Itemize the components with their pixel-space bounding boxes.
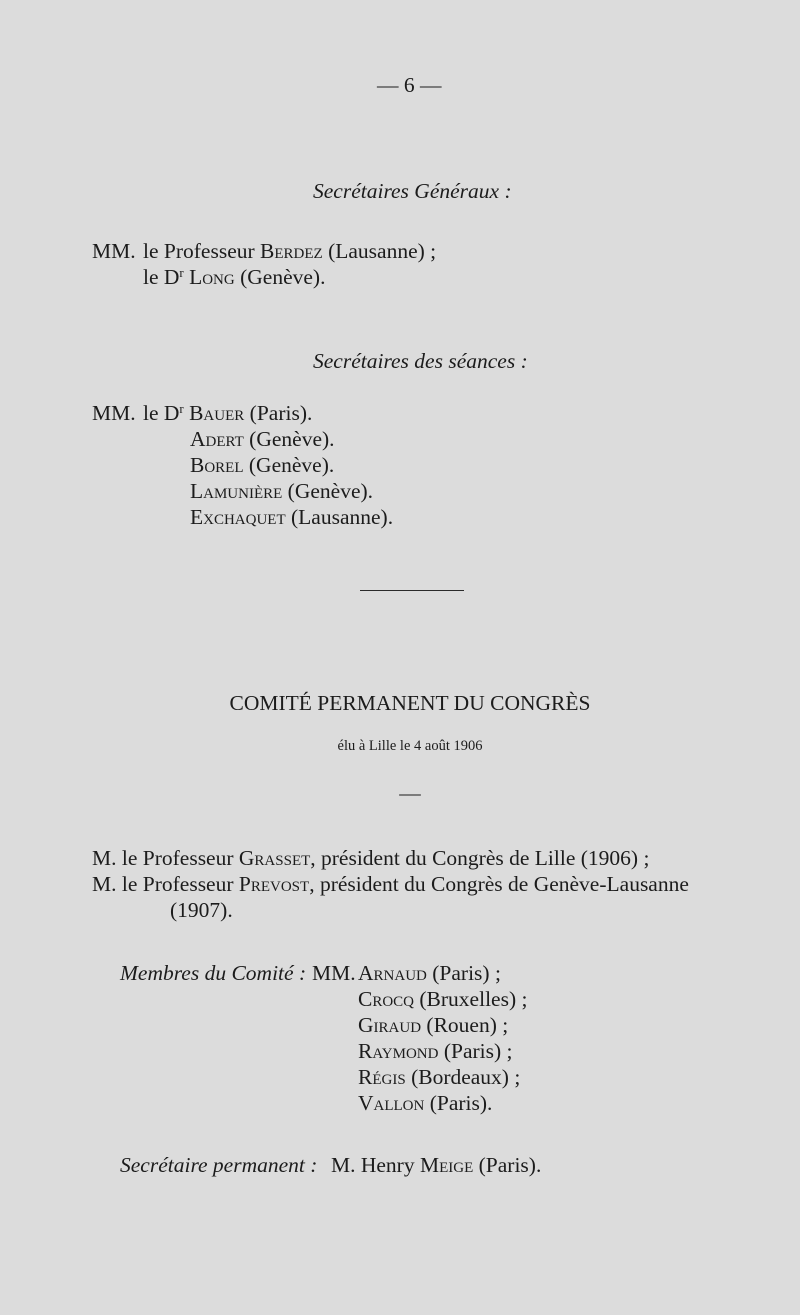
page-number: — 6 — xyxy=(377,73,442,97)
sg-line-1-pre: le Professeur xyxy=(143,239,261,263)
comite-title: COMITÉ PERMANENT DU CONGRÈS xyxy=(229,691,591,715)
membres-prefix: MM. xyxy=(312,961,356,985)
membres-label: Membres du Comité : xyxy=(120,961,307,985)
membre-vallon xyxy=(358,1090,492,1116)
secretaire-name: Meige xyxy=(419,1153,474,1177)
ss-first-sup: r xyxy=(179,401,184,416)
ss-first-post: (Paris). xyxy=(244,401,313,425)
ss-name: Lamunière xyxy=(190,479,283,503)
ss-line-first xyxy=(143,400,312,426)
sg-line-2-sup: r xyxy=(179,265,184,280)
membre-raymond xyxy=(358,1038,513,1064)
secretaire-pre: M. Henry xyxy=(331,1153,420,1177)
president-2-pre: M. le Professeur xyxy=(92,872,239,896)
secretaire-permanent xyxy=(331,1152,541,1178)
ss-city: (Genève). xyxy=(243,453,335,477)
membre-city: (Rouen) ; xyxy=(421,1013,509,1037)
sg-line-1 xyxy=(143,238,436,264)
president-1-pre: M. le Professeur xyxy=(92,846,239,870)
president-line-1 xyxy=(92,845,649,871)
membre-city: (Bruxelles) ; xyxy=(414,987,528,1011)
membre-name: Giraud xyxy=(358,1013,422,1037)
president-1-post: , président du Congrès de Lille (1906) ; xyxy=(310,846,650,870)
membre-regis xyxy=(358,1064,520,1090)
heading-secretaires-seances: Secrétaires des séances : xyxy=(313,349,528,373)
ss-line-lamuniere xyxy=(190,478,373,504)
sg-prefix: MM. xyxy=(92,239,136,263)
ss-first-name: Bauer xyxy=(183,401,245,425)
comite-subtitle: élu à Lille le 4 août 1906 xyxy=(337,738,483,754)
membre-crocq xyxy=(358,986,527,1012)
membre-city: (Paris) ; xyxy=(426,961,501,985)
membre-city: (Bordeaux) ; xyxy=(405,1065,521,1089)
membre-city: (Paris). xyxy=(424,1091,493,1115)
membre-name: Vallon xyxy=(358,1091,425,1115)
president-2-name: Prevost xyxy=(238,872,310,896)
president-2-post: , président du Congrès de Genève-Lausanne xyxy=(309,872,689,896)
membre-name: Crocq xyxy=(358,987,415,1011)
membre-city: (Paris) ; xyxy=(438,1039,513,1063)
ss-name: Adert xyxy=(190,427,244,451)
ss-line-exchaquet xyxy=(190,504,393,530)
membre-name: Régis xyxy=(358,1065,406,1089)
ss-line-adert xyxy=(190,426,335,452)
sg-line-1-post: (Lausanne) ; xyxy=(322,239,437,263)
ss-prefix: MM. xyxy=(92,401,136,425)
heading-secretaires-generaux: Secrétaires Généraux : xyxy=(313,179,512,203)
membre-arnaud xyxy=(358,960,501,986)
membre-giraud xyxy=(358,1012,508,1038)
sg-line-2-name: Long xyxy=(183,265,235,289)
sg-line-2 xyxy=(143,264,325,290)
ss-city: (Genève). xyxy=(282,479,374,503)
ss-name: Borel xyxy=(190,453,244,477)
president-line-2-cont: (1907). xyxy=(170,898,233,922)
comite-dash: — xyxy=(399,781,421,805)
sg-line-2-post: (Genève). xyxy=(234,265,326,289)
section-divider xyxy=(360,590,464,591)
ss-city: (Lausanne). xyxy=(285,505,394,529)
sg-line-2-pre: le D xyxy=(143,265,180,289)
sg-line-1-name: Berdez xyxy=(260,239,323,263)
president-1-name: Grasset xyxy=(238,846,311,870)
ss-first-pre: le D xyxy=(143,401,180,425)
membre-name: Arnaud xyxy=(358,961,427,985)
ss-city: (Genève). xyxy=(243,427,335,451)
membre-name: Raymond xyxy=(358,1039,439,1063)
secretaire-post: (Paris). xyxy=(473,1153,542,1177)
secretaire-permanent-label: Secrétaire permanent : xyxy=(120,1153,318,1177)
ss-line-borel xyxy=(190,452,334,478)
president-line-2 xyxy=(92,871,689,897)
ss-name: Exchaquet xyxy=(190,505,286,529)
